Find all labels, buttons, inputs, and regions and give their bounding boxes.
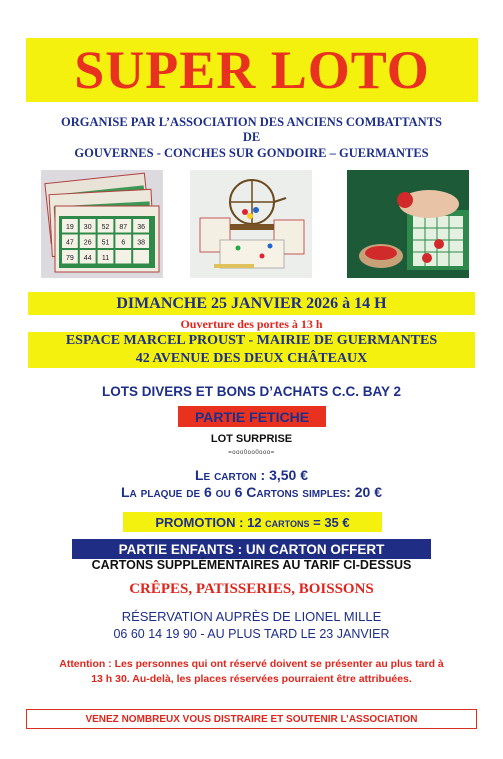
bingo-number: 79 xyxy=(66,255,74,262)
bingo-number: 47 xyxy=(66,239,74,247)
date-banner xyxy=(28,292,475,315)
footer-banner xyxy=(26,709,477,729)
partie-enfants-banner xyxy=(72,539,431,559)
partie-enfants-text: PARTIE ENFANTS : UN CARTON OFFERT xyxy=(118,541,385,557)
bingo-number: 19 xyxy=(66,224,74,231)
reservation-deadline: 06 60 14 19 90 - AU PLUS TARD LE 23 JANVIER xyxy=(113,627,390,641)
organizer-line-3: GOUVERNES - CONCHES SUR GONDOIRE – GUERMANTES xyxy=(74,146,429,160)
title-banner xyxy=(26,38,478,102)
bingo-number: 36 xyxy=(137,224,145,231)
bingo-cell xyxy=(133,250,149,264)
doors-opening: Ouverture des portes à 13 h xyxy=(180,317,323,331)
partie-fetiche-badge xyxy=(178,406,326,427)
event-date-time: DIMANCHE 25 JANVIER 2026 à 14 H xyxy=(116,294,387,312)
organizer-line-2: DE xyxy=(242,130,261,144)
prizes-line: LOTS DIVERS ET BONS D’ACHATS C.C. BAY 2 xyxy=(101,384,402,399)
bingo-number: 30 xyxy=(83,224,92,231)
bingo-number: 6 xyxy=(121,239,126,247)
bingo-cell xyxy=(115,250,131,264)
decorative-separator: =ooo0oo0ooo= xyxy=(228,450,275,456)
food-line: CRÊPES, PATISSERIES, BOISSONS xyxy=(129,581,374,597)
promotion-text: PROMOTION : 12 cartons = 35 € xyxy=(155,514,350,530)
bingo-number: 11 xyxy=(101,255,110,262)
bingo-number: 44 xyxy=(83,255,92,262)
playing-hands-photo xyxy=(347,170,469,278)
price-carton: Le carton : 3,50 € xyxy=(194,467,309,483)
price-plaque: La plaque de 6 ou 6 Cartons simples: 20 € xyxy=(121,484,382,500)
bingo-number: 51 xyxy=(101,239,110,247)
page-title: SUPER LOTO xyxy=(74,40,430,100)
attention-line-1: Attention : Les personnes qui ont réservé doivent se présenter au plus tard à xyxy=(59,658,444,670)
bingo-number: 52 xyxy=(101,224,110,231)
venue-name: ESPACE MARCEL PROUST - MAIRIE DE GUERMANTES xyxy=(65,333,438,348)
partie-fetiche-label: PARTIE FETICHE xyxy=(194,408,310,425)
cartons-supplementaires: CARTONS SUPPLÉMENTAIRES AU TARIF CI-DESSUS xyxy=(91,558,412,572)
bingo-cards-photo xyxy=(41,170,163,278)
bingo-number: 26 xyxy=(83,239,92,247)
reservation-contact: RÉSERVATION AUPRÈS DE LIONEL MILLE xyxy=(121,609,382,624)
organizer-line-1: ORGANISE PAR L’ASSOCIATION DES ANCIENS COMBATTANTS xyxy=(61,115,442,129)
bingo-number: 87 xyxy=(119,224,128,231)
attention-line-2: 13 h 30. Au-delà, les places réservées pourraient être attribuées. xyxy=(91,673,412,685)
venue-address: 42 AVENUE DES DEUX CHÂTEAUX xyxy=(135,351,368,366)
bingo-cage-photo xyxy=(190,170,312,278)
bingo-number: 38 xyxy=(137,239,145,247)
footer-text: VENEZ NOMBREUX VOUS DISTRAIRE ET SOUTENIR L’ASSOCIATION xyxy=(85,713,418,725)
lot-surprise: LOT SURPRISE xyxy=(210,433,293,445)
promotion-banner xyxy=(123,512,382,532)
